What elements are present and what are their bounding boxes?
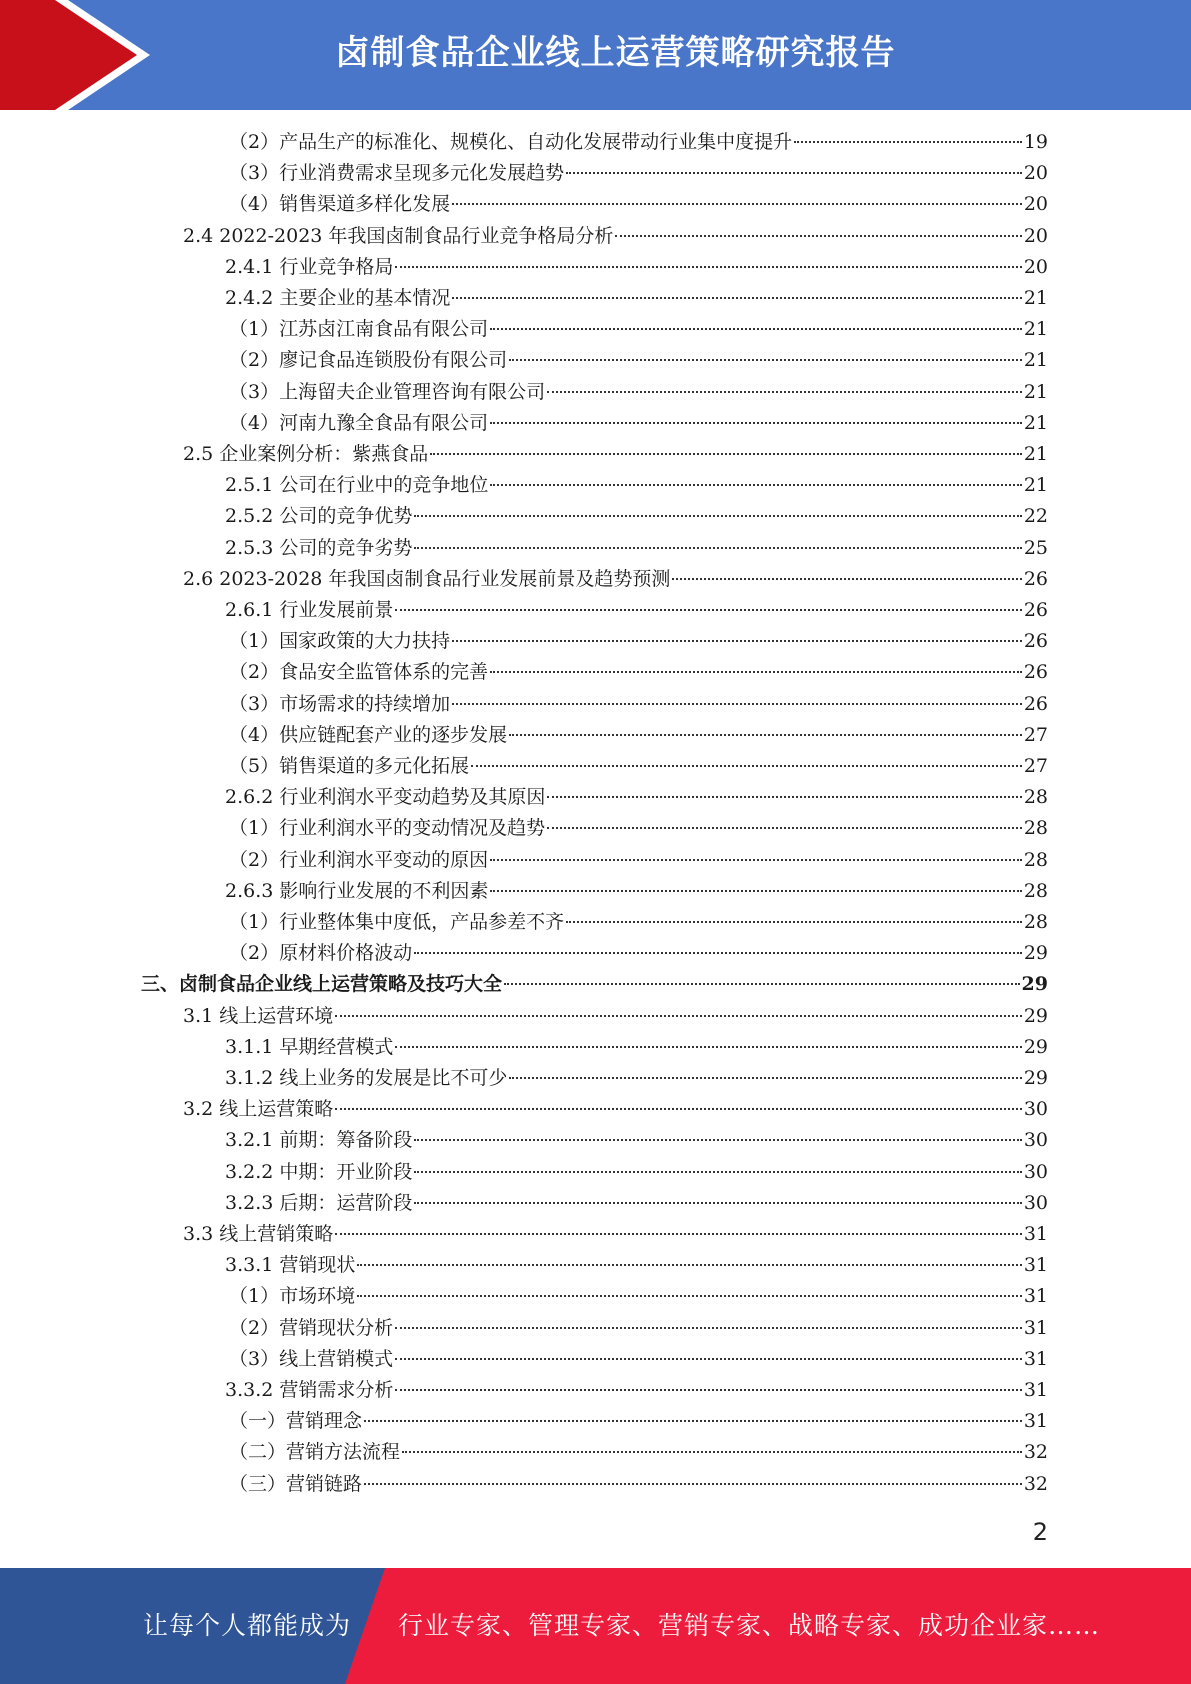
toc-entry-page: 25 <box>1023 536 1048 559</box>
toc-dot-leader <box>490 890 1021 892</box>
toc-dot-leader <box>452 203 1022 205</box>
toc-entry-label: （2）产品生产的标准化、规模化、自动化发展带动行业集中度提升 <box>229 131 793 153</box>
toc-entry-page: 31 <box>1023 1285 1048 1308</box>
toc-entry[interactable] <box>229 846 1048 874</box>
toc-entry-label: 2.4 2022-2023 年我国卤制食品行业竞争格局分析 <box>183 224 614 247</box>
toc-entry[interactable] <box>229 690 1048 718</box>
toc-entry-page: 29 <box>1021 973 1048 996</box>
toc-entry-label: 3.3 线上营销策略 <box>183 1223 334 1245</box>
toc-entry-label: （2）行业利润水平变动的原因 <box>229 848 489 871</box>
toc-entry-label: （2）食品安全监管体系的完善 <box>229 661 489 684</box>
toc-entry[interactable] <box>229 908 1048 936</box>
toc-dot-leader <box>395 1046 1021 1048</box>
toc-entry[interactable] <box>183 440 1048 468</box>
toc-entry-label: （3）市场需求的持续增加 <box>229 692 451 715</box>
toc-entry-label: 2.6.2 行业利润水平变动趋势及其原因 <box>225 786 546 809</box>
toc-entry-label: 3.2.2 中期：开业阶段 <box>225 1160 413 1183</box>
toc-entry-page: 30 <box>1023 1129 1048 1152</box>
toc-entry-page: 26 <box>1023 661 1048 684</box>
toc-dot-leader <box>547 827 1022 829</box>
toc-entry[interactable] <box>183 1095 1048 1123</box>
red-chevron-icon <box>0 0 160 110</box>
toc-entry-label: 3.1 线上运营环境 <box>183 1004 334 1027</box>
toc-entry-page: 29 <box>1023 942 1048 965</box>
toc-entry-page: 31 <box>1023 1410 1048 1433</box>
toc-entry[interactable] <box>229 190 1048 218</box>
toc-entry[interactable] <box>225 1158 1048 1186</box>
toc-entry[interactable] <box>141 970 1048 998</box>
toc-entry-label: 3.1.2 线上业务的发展是比不可少 <box>225 1067 508 1089</box>
toc-entry[interactable] <box>229 1438 1048 1466</box>
toc-entry-label: 2.4.1 行业竞争格局 <box>225 255 394 278</box>
toc-dot-leader <box>452 703 1022 705</box>
toc-entry[interactable] <box>229 752 1048 780</box>
toc-entry-page: 21 <box>1023 380 1048 403</box>
toc-dot-leader <box>430 453 1022 455</box>
toc-entry-page: 19 <box>1023 131 1048 153</box>
toc-entry-page: 20 <box>1023 224 1048 247</box>
toc-entry-label: 3.2 线上运营策略 <box>183 1098 334 1121</box>
toc-entry-label: （2）廖记食品连锁股份有限公司 <box>229 349 508 372</box>
toc-dot-leader <box>357 1264 1021 1266</box>
toc-entry[interactable] <box>225 1251 1048 1279</box>
toc-dot-leader <box>509 734 1022 736</box>
toc-entry-label: 2.6 2023-2028 年我国卤制食品行业发展前景及趋势预测 <box>183 567 671 590</box>
toc-entry-page: 21 <box>1023 443 1048 465</box>
toc-dot-leader <box>794 141 1022 143</box>
toc-entry-page: 30 <box>1023 1098 1048 1121</box>
toc-dot-leader <box>364 1483 1022 1485</box>
toc-entry[interactable] <box>229 378 1048 406</box>
toc-entry-label: 2.5.2 公司的竞争优势 <box>225 505 413 528</box>
toc-entry-page: 29 <box>1023 1067 1048 1089</box>
toc-dot-leader <box>615 235 1021 237</box>
toc-dot-leader <box>364 1420 1022 1422</box>
toc-entry-label: （1）行业整体集中度低，产品参差不齐 <box>229 911 565 933</box>
toc-dot-leader <box>414 515 1021 517</box>
toc-entry[interactable] <box>229 1407 1048 1435</box>
toc-dot-leader <box>335 1108 1022 1110</box>
toc-dot-leader <box>547 391 1022 393</box>
toc-entry[interactable] <box>229 658 1048 686</box>
toc-entry-page: 28 <box>1023 879 1048 902</box>
toc-entry-page: 28 <box>1023 848 1048 871</box>
toc-entry-page: 32 <box>1023 1472 1048 1495</box>
toc-dot-leader <box>490 671 1022 673</box>
toc-entry-page: 28 <box>1023 911 1048 933</box>
toc-entry-label: 2.5.1 公司在行业中的竞争地位 <box>225 474 489 497</box>
toc-entry-page: 29 <box>1023 1035 1048 1058</box>
toc-dot-leader <box>490 328 1022 330</box>
toc-dot-leader <box>335 1015 1022 1017</box>
toc-entry[interactable] <box>229 1282 1048 1310</box>
toc-entry[interactable] <box>225 502 1048 530</box>
toc-entry-label: （4）河南九豫全食品有限公司 <box>229 411 489 434</box>
toc-entry-label: 2.5.3 公司的竞争劣势 <box>225 536 413 559</box>
toc-entry-label: （2）营销现状分析 <box>229 1316 394 1339</box>
toc-entry-page: 31 <box>1023 1379 1048 1401</box>
toc-entry-page: 21 <box>1023 349 1048 372</box>
toc-entry-label: 2.6.1 行业发展前景 <box>225 599 394 621</box>
toc-dot-leader <box>490 859 1022 861</box>
toc-entry-label: （1）行业利润水平的变动情况及趋势 <box>229 817 546 840</box>
toc-dot-leader <box>414 547 1021 549</box>
toc-entry-label: 3.3.2 营销需求分析 <box>225 1379 394 1401</box>
toc-entry[interactable] <box>183 1220 1048 1248</box>
toc-dot-leader <box>566 172 1022 174</box>
toc-entry[interactable] <box>229 814 1048 842</box>
toc-dot-leader <box>414 1171 1021 1173</box>
toc-dot-leader <box>490 422 1022 424</box>
toc-entry[interactable] <box>225 253 1048 281</box>
toc-entry[interactable] <box>225 1126 1048 1154</box>
toc-entry-label: （1）国家政策的大力扶持 <box>229 630 451 653</box>
toc-entry-label: （2）原材料价格波动 <box>229 942 413 965</box>
toc-dot-leader <box>509 359 1022 361</box>
toc-entry-page: 31 <box>1023 1347 1048 1370</box>
toc-entry[interactable] <box>225 471 1048 499</box>
toc-dot-leader <box>509 1077 1021 1079</box>
toc-dot-leader <box>452 640 1022 642</box>
toc-entry-label: 2.6.3 影响行业发展的不利因素 <box>225 879 489 902</box>
footer-slogan-left: 让每个人都能成为 <box>143 1611 352 1640</box>
toc-entry[interactable] <box>229 1470 1048 1498</box>
toc-entry-page: 30 <box>1023 1160 1048 1183</box>
toc-dot-leader <box>547 796 1021 798</box>
toc-entry[interactable] <box>183 565 1048 593</box>
toc-entry-label: 3.2.1 前期：筹备阶段 <box>225 1129 413 1152</box>
toc-entry[interactable] <box>225 1189 1048 1217</box>
toc-dot-leader <box>414 1139 1021 1141</box>
toc-dot-leader <box>504 983 1020 985</box>
toc-entry-page: 21 <box>1023 287 1048 309</box>
toc-dot-leader <box>395 609 1021 611</box>
toc-entry-label: （二）营销方法流程 <box>229 1441 401 1464</box>
toc-dot-leader <box>395 266 1021 268</box>
toc-entry-label: （5）销售渠道的多元化拓展 <box>229 755 470 777</box>
report-title: 卤制食品企业线上运营策略研究报告 <box>335 33 896 73</box>
toc-entry-page: 31 <box>1023 1316 1048 1339</box>
toc-entry[interactable] <box>229 721 1048 749</box>
toc-entry-page: 31 <box>1023 1223 1048 1245</box>
toc-entry[interactable] <box>225 284 1048 312</box>
toc-entry[interactable] <box>229 409 1048 437</box>
page-header <box>0 0 1191 110</box>
toc-entry-label: （3）上海留夫企业管理咨询有限公司 <box>229 380 546 403</box>
toc-dot-leader <box>414 1202 1021 1204</box>
toc-dot-leader <box>395 1358 1022 1360</box>
toc-entry-label: 3.2.3 后期：运营阶段 <box>225 1191 413 1214</box>
toc-entry[interactable] <box>225 1376 1048 1404</box>
toc-entry-label: （4）销售渠道多样化发展 <box>229 193 451 216</box>
toc-entry-label: 3.1.1 早期经营模式 <box>225 1035 394 1058</box>
toc-entry[interactable] <box>229 346 1048 374</box>
toc-entry-page: 26 <box>1023 692 1048 715</box>
toc-entry-page: 32 <box>1023 1441 1048 1464</box>
toc-entry-label: （3）线上营销模式 <box>229 1347 394 1370</box>
toc-entry-label: （4）供应链配套产业的逐步发展 <box>229 723 508 746</box>
toc-dot-leader <box>471 765 1022 767</box>
toc-entry[interactable] <box>229 627 1048 655</box>
toc-entry-label: （1）江苏卤江南食品有限公司 <box>229 318 489 341</box>
toc-entry-page: 20 <box>1023 255 1048 278</box>
toc-entry[interactable] <box>229 128 1048 156</box>
toc-entry-label: 2.4.2 主要企业的基本情况 <box>225 287 451 309</box>
toc-entry-page: 22 <box>1023 505 1048 528</box>
toc-entry-page: 26 <box>1023 599 1048 621</box>
toc-entry-page: 20 <box>1023 162 1048 185</box>
toc-dot-leader <box>395 1327 1022 1329</box>
footer-slogan-right: 行业专家、管理专家、营销专家、战略专家、成功企业家…… <box>398 1611 1101 1640</box>
toc-dot-leader <box>672 578 1021 580</box>
toc-entry-page: 28 <box>1023 817 1048 840</box>
toc-entry-page: 27 <box>1023 755 1048 777</box>
toc-dot-leader <box>414 952 1022 954</box>
toc-entry-page: 31 <box>1023 1254 1048 1277</box>
page-footer <box>0 1568 1191 1684</box>
toc-entry[interactable] <box>229 159 1048 187</box>
toc-dot-leader <box>335 1233 1022 1235</box>
toc-entry[interactable] <box>229 1314 1048 1342</box>
toc-entry-page: 28 <box>1023 786 1048 809</box>
toc-entry-page: 26 <box>1023 630 1048 653</box>
toc-dot-leader <box>566 921 1022 923</box>
toc-entry-label: （1）市场环境 <box>229 1285 356 1308</box>
toc-entry-label: 三、卤制食品企业线上运营策略及技巧大全 <box>141 973 503 996</box>
toc-dot-leader <box>357 1295 1022 1297</box>
toc-entry[interactable] <box>225 783 1048 811</box>
toc-entry-label: （一）营销理念 <box>229 1410 363 1433</box>
toc-entry[interactable] <box>225 1064 1048 1092</box>
toc-entry[interactable] <box>183 222 1048 250</box>
toc-entry-label: （3）行业消费需求呈现多元化发展趋势 <box>229 162 565 185</box>
toc-entry[interactable] <box>225 877 1048 905</box>
toc-dot-leader <box>490 484 1021 486</box>
toc-entry-page: 20 <box>1023 193 1048 216</box>
toc-dot-leader <box>395 1389 1021 1391</box>
toc-entry-page: 27 <box>1023 723 1048 746</box>
toc-entry-page: 21 <box>1023 411 1048 434</box>
toc-entry-page: 21 <box>1023 318 1048 341</box>
toc-entry[interactable] <box>225 1033 1048 1061</box>
toc-entry-page: 30 <box>1023 1191 1048 1214</box>
toc-entry[interactable] <box>229 1345 1048 1373</box>
toc-entry-label: 3.3.1 营销现状 <box>225 1254 356 1277</box>
toc-entry[interactable] <box>225 534 1048 562</box>
toc-entry[interactable] <box>183 1002 1048 1030</box>
toc-entry[interactable] <box>229 315 1048 343</box>
toc-dot-leader <box>402 1451 1022 1453</box>
toc-entry[interactable] <box>225 596 1048 624</box>
toc-entry-page: 21 <box>1023 474 1048 497</box>
toc-entry-page: 26 <box>1023 567 1048 590</box>
toc-dot-leader <box>452 297 1021 299</box>
toc-entry-label: （三）营销链路 <box>229 1472 363 1495</box>
page-number: 2 <box>1032 1518 1048 1546</box>
toc-entry-label: 2.5 企业案例分析：紫燕食品 <box>183 443 429 465</box>
toc-entry-page: 29 <box>1023 1004 1048 1027</box>
toc-entry[interactable] <box>229 939 1048 967</box>
